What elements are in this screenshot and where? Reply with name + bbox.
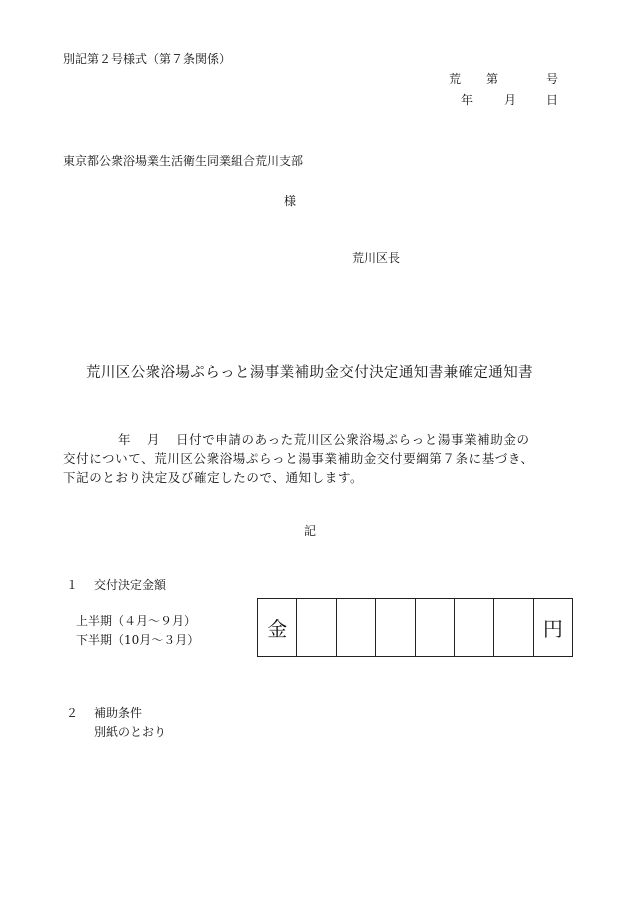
amount-digit-cell[interactable] <box>337 599 376 656</box>
amount-digit-cell[interactable] <box>416 599 455 656</box>
section-1-number: １ <box>66 578 79 592</box>
body-line-1-month: 月 <box>147 432 161 447</box>
period-first-half: 上半期（４月～９月） <box>76 614 197 628</box>
period-second-half: 下半期（10月～３月） <box>76 633 200 647</box>
body-line-1-year: 年 <box>118 432 132 447</box>
doc-number-go: 号 <box>546 72 559 86</box>
body-line-2: 交付について、荒川区公衆浴場ぷらっと湯事業補助金交付要綱第７条に基づき、 <box>63 451 534 466</box>
doc-number-prefix: 荒 <box>449 72 462 86</box>
section-2-number: ２ <box>66 706 79 720</box>
sender-name: 荒川区長 <box>352 251 401 265</box>
section-2-heading: 補助条件 <box>94 706 143 720</box>
section-1-heading: 交付決定金額 <box>94 578 167 592</box>
amount-suffix: 円 <box>542 617 563 641</box>
recipient-name: 東京都公衆浴場業生活衛生同業組合荒川支部 <box>63 154 304 168</box>
amount-box <box>257 598 573 657</box>
ki-marker: 記 <box>304 524 317 538</box>
section-2-content: 別紙のとおり <box>94 725 167 739</box>
amount-digit-cell[interactable] <box>455 599 494 656</box>
amount-prefix: 金 <box>258 599 297 656</box>
body-line-3: 下記のとおり決定及び確定したので、通知します。 <box>63 470 364 485</box>
amount-digit-cell[interactable] <box>376 599 415 656</box>
date-month: 月 <box>504 93 517 107</box>
body-line-1: 日付で申請のあった荒川区公衆浴場ぷらっと湯事業補助金の <box>176 432 530 447</box>
recipient-honorific: 様 <box>284 194 297 208</box>
doc-number-dai: 第 <box>486 72 499 86</box>
date-day: 日 <box>546 93 559 107</box>
amount-digit-cell[interactable] <box>494 599 533 656</box>
document-title: 荒川区公衆浴場ぷらっと湯事業補助金交付決定通知書兼確定通知書 <box>86 365 533 381</box>
form-label: 別記第２号様式（第７条関係） <box>63 52 232 66</box>
amount-digit-cell[interactable] <box>297 599 336 656</box>
date-year: 年 <box>461 93 474 107</box>
